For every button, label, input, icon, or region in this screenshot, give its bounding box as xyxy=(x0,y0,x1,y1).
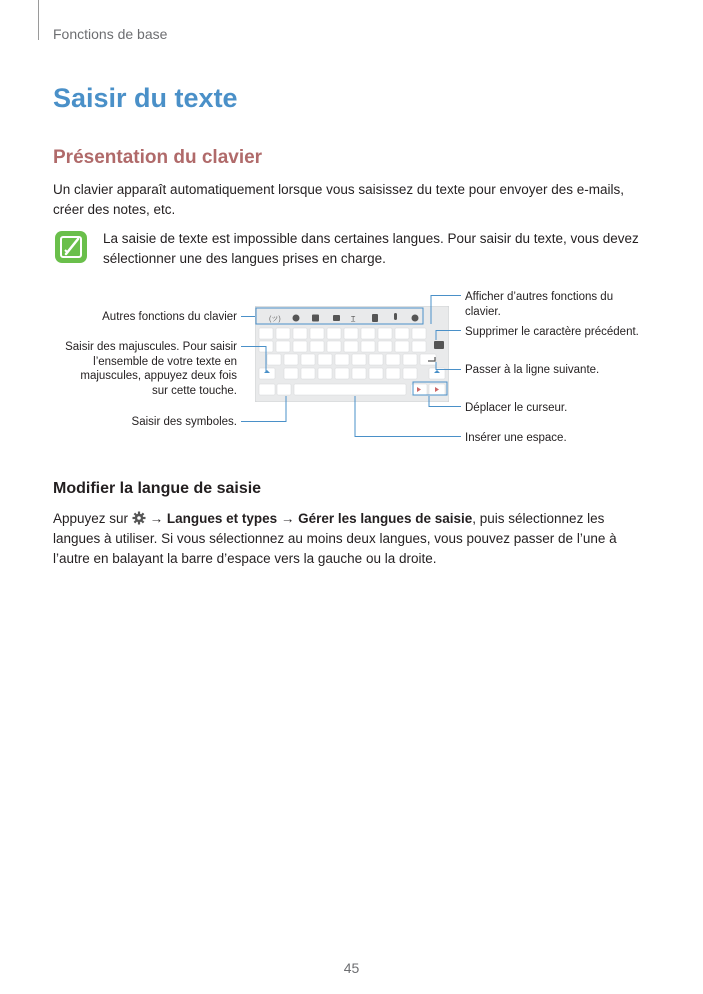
svg-text:(ツ): (ツ) xyxy=(269,316,281,323)
label-move-cursor: Déplacer le curseur. xyxy=(465,402,568,414)
page-number: 45 xyxy=(343,960,360,976)
label-symbols: Saisir des symboles. xyxy=(131,416,237,428)
label-delete: Supprimer le caractère précédent. xyxy=(465,326,639,338)
language-paragraph: Appuyez sur → Langues et types → Gérer les langues de saisie, puis sélectionnez les langues à utiliser. Si vous sélectionnez au moins deux langues, vous pouvez passer de l’une à l’autre en balayant la barre d’espace vers la gauche ou la droite. xyxy=(53,511,617,566)
label-more-functions: Afficher d’autres fonctions du clavier. xyxy=(465,291,614,318)
label-space: Insérer une espace. xyxy=(465,432,567,444)
label-caps: Saisir des majuscules. Pour saisir l’ensemble de votre texte en majuscules, appuyez deux fois sur cette touche. xyxy=(65,341,237,397)
running-header: Fonctions de base xyxy=(53,26,168,42)
label-other-functions: Autres fonctions du clavier xyxy=(102,311,237,323)
svg-text:T̲: T̲ xyxy=(351,316,356,323)
intro-paragraph: Un clavier apparaît automatiquement lorsque vous saisissez du texte pour envoyer des e-mails, créer des notes, etc. xyxy=(53,182,625,217)
section-heading-language: Modifier la langue de saisie xyxy=(53,480,262,497)
note-text: La saisie de texte est impossible dans certaines langues. Pour saisir du texte, vous devez sélectionner une des langues prises en charge. xyxy=(103,231,639,266)
page-title: Saisir du texte xyxy=(53,83,238,113)
label-new-line: Passer à la ligne suivante. xyxy=(465,364,600,376)
section-heading-overview: Présentation du clavier xyxy=(53,147,263,168)
settings-gear-icon xyxy=(132,511,146,525)
